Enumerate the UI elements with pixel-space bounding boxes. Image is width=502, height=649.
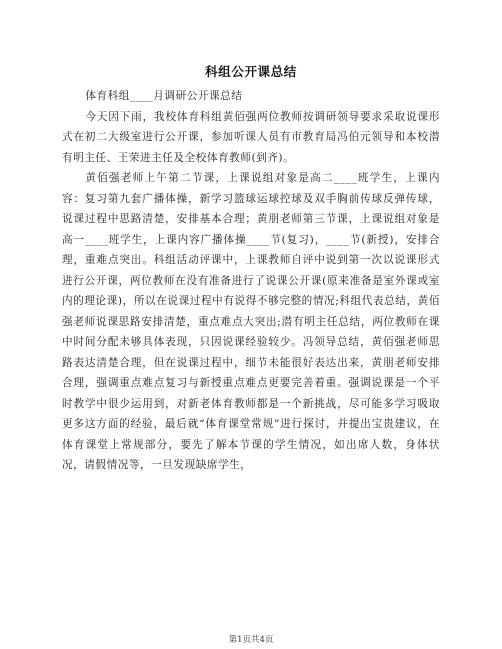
- document-body: [62, 86, 440, 476]
- document-subtitle: 体育科组____月调研公开课总结: [85, 90, 243, 102]
- paragraph-2: 黄佰强老师上午第二节课，上课说组对象是高二____班学生，上课内容：复习第九套广播体操，新学习篮球运球控球及双手胸前传球反弹传球，说课过程中思路清楚，安排基本合理；黄朋老师第三节课，上课说组对象是高一____班学生，上课内容广播体操____节(复习)，____节(新授)，安排合理，重难点突出。科组活动评课中，上课教师自评中说到第一次以说课形式进行公开课，两位教师在没有准备进行了说课公开课(原来准备是室外课或室内的理论课)，所以在说课过程中有说得不够完整的情况;科组代表总结，黄佰强老师说课思路安排清楚，重点难点大突出;潜有明主任总结，两位教师在课中时间分配未够具体表现，只因说课经验较少。冯领导总结，黄佰强老师思路表达清楚合理，但在说课过程中，细节未能很好表达出来，黄朋老师安排合理，强调重点难点复习与新授重点难点更要完善着重。强调说课是一个平时教学中很少运用到，对新老体育教师都是一个新挑战，尽可能多学习吸取更多这方面的经验，最后就“体育课堂常规”进行探讨，并提出宝贵建议，在体育课堂上常规部分，要先了解本节课的学生情况，如出席人数，身体状况，请假情况等，一旦发现缺席学生，: [62, 172, 440, 471]
- page-number: 第1页共4页: [228, 635, 274, 645]
- document-title: 科组公开课总结: [205, 64, 297, 79]
- paragraph-1: 今天因下雨，我校体育科组黄佰强两位教师按调研领导要求采取说课形式在初二大级室进行公开课，参加听课人员有市教育局冯伯元领导和本校潜有明主任、王荣进主任及全校体育教师(到齐)。: [62, 110, 440, 164]
